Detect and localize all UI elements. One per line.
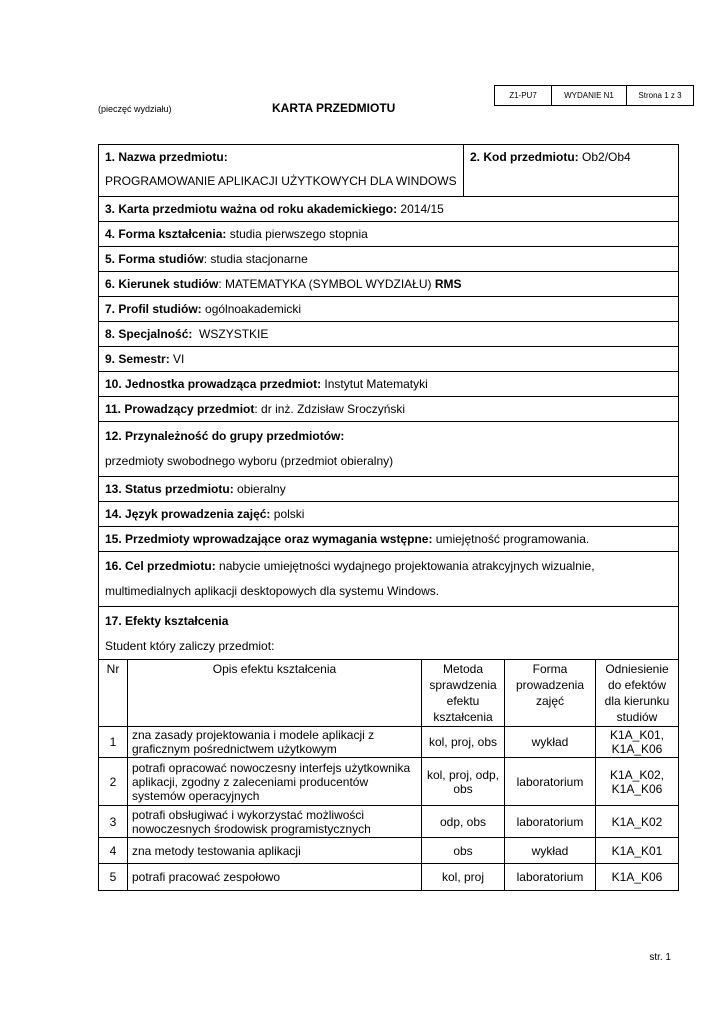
table-row: 2 potrafi opracować nowoczesny interfejs użytkownika aplikacji, zgodny z zaleceniami producentów systemów operacyjnych kol, proj, odp, obs laboratorium K1A_K02, K1A_K06 xyxy=(99,758,678,806)
semester-value: VI xyxy=(173,352,185,366)
table-row: 3 potrafi obsługiwać i wykorzystać możliwości nowoczesnych środowisk programistycznych odp, obs laboratorium K1A_K02 xyxy=(99,806,678,838)
study-form-row: 5. Forma studiów: studia stacjonarne xyxy=(99,247,678,272)
faculty-stamp-label: (pieczęć wydziału) xyxy=(98,104,172,114)
table-row: 1 zna zasady projektowania i modele aplikacji z graficznym pośrednictwem użytkowym kol, proj, obs wykład K1A_K01, K1A_K06 xyxy=(99,727,678,758)
field-of-study-row: 6. Kierunek studiów: MATEMATYKA (SYMBOL WYDZIAŁU) RMS xyxy=(99,272,678,297)
learning-outcomes-row xyxy=(99,607,678,660)
study-profile-row: 7. Profil studiów: ogólnoakademicki xyxy=(99,297,678,322)
education-form-value: studia pierwszego stopnia xyxy=(229,227,368,241)
form-code: Z1-PU7 xyxy=(495,86,552,105)
outcomes-table xyxy=(99,660,678,890)
course-status-value: obieralny xyxy=(237,482,286,496)
course-group-row: 12. Przynależność do grupy przedmiotów: przedmioty swobodnego wyboru (przedmiot obieralny) xyxy=(99,422,678,477)
prerequisites-value: umiejętność programowania. xyxy=(435,532,590,546)
table-row: 4 zna metody testowania aplikacji obs wykład K1A_K01 xyxy=(99,838,678,864)
specialty-value: WSZYSTKIE xyxy=(199,327,269,341)
education-form-row: 4. Forma kształcenia: studia pierwszego stopnia xyxy=(99,222,678,247)
valid-year-row: 3. Karta przedmiotu ważna od roku akademickiego: 2014/15 xyxy=(99,197,678,222)
course-name-row xyxy=(99,145,678,197)
language-row: 14. Język prowadzenia zajęć: polski xyxy=(99,502,678,527)
col-description: Opis efektu kształcenia xyxy=(128,660,422,727)
course-card xyxy=(98,144,679,891)
field-of-study-value: : MATEMATYKA (SYMBOL WYDZIAŁU) xyxy=(218,277,435,291)
outcomes-table-wrap xyxy=(99,660,678,890)
course-name-label: 1. Nazwa przedmiotu: xyxy=(105,150,228,164)
course-goal-value: nabycie umiejętności wydajnego projektowania atrakcyjnych wizualnie, multimedialnych aplikacji desktopowych dla systemu Windows. xyxy=(105,559,595,598)
course-name-value: PROGRAMOWANIE APLIKACJI UŻYTKOWYCH DLA WINDOWS xyxy=(105,174,457,188)
col-nr: Nr xyxy=(99,660,128,727)
lecturer-row: 11. Prowadzący przedmiot: dr inż. Zdzisław Sroczyński xyxy=(99,397,678,422)
prerequisites-row: 15. Przedmioty wprowadzające oraz wymagania wstępne: umiejętność programowania. xyxy=(99,527,678,552)
table-row: 5 potrafi pracować zespołowo kol, proj laboratorium K1A_K06 xyxy=(99,864,678,890)
learning-outcomes-label: 17. Efekty kształcenia xyxy=(105,614,229,628)
edition-label: WYDANIE N1 xyxy=(552,86,627,105)
course-goal-row: 16. Cel przedmiotu: nabycie umiejętności wydajnego projektowania atrakcyjnych wizualnie, multimedialnych aplikacji desktopowych dla systemu Windows. xyxy=(99,552,678,607)
page-number: str. 1 xyxy=(649,952,671,963)
specialty-row: 8. Specjalność: WSZYSTKIE xyxy=(99,322,678,347)
col-method: Metoda sprawdzenia efektu kształcenia xyxy=(422,660,505,727)
col-reference: Odniesienie do efektów dla kierunku studiów xyxy=(596,660,679,727)
semester-row: 9. Semestr: VI xyxy=(99,347,678,372)
lecturer-value: : dr inż. Zdzisław Sroczyński xyxy=(254,402,406,416)
document-code-box xyxy=(494,85,694,106)
course-code-label: 2. Kod przedmiotu: xyxy=(470,150,579,164)
unit-value: Instytut Matematyki xyxy=(324,377,428,391)
course-status-row: 13. Status przedmiotu: obieralny xyxy=(99,477,678,502)
unit-row: 10. Jednostka prowadząca przedmiot: Instytut Matematyki xyxy=(99,372,678,397)
col-form: Forma prowadzenia zajęć xyxy=(505,660,596,727)
table-header-row xyxy=(99,660,678,727)
course-code-value: Ob2/Ob4 xyxy=(582,150,631,164)
language-value: polski xyxy=(273,507,305,521)
course-group-value: przedmioty swobodnego wyboru (przedmiot obieralny) xyxy=(105,454,394,468)
study-form-value: : studia stacjonarne xyxy=(203,252,308,266)
valid-year-value: 2014/15 xyxy=(400,202,444,216)
study-profile-value: ogólnoakademicki xyxy=(205,302,302,316)
page-title: KARTA PRZEDMIOTU xyxy=(272,101,396,115)
faculty-symbol: RMS xyxy=(434,277,462,291)
learning-outcomes-intro: Student który zaliczy przedmiot: xyxy=(105,639,275,653)
page-indicator: Strona 1 z 3 xyxy=(638,91,682,100)
